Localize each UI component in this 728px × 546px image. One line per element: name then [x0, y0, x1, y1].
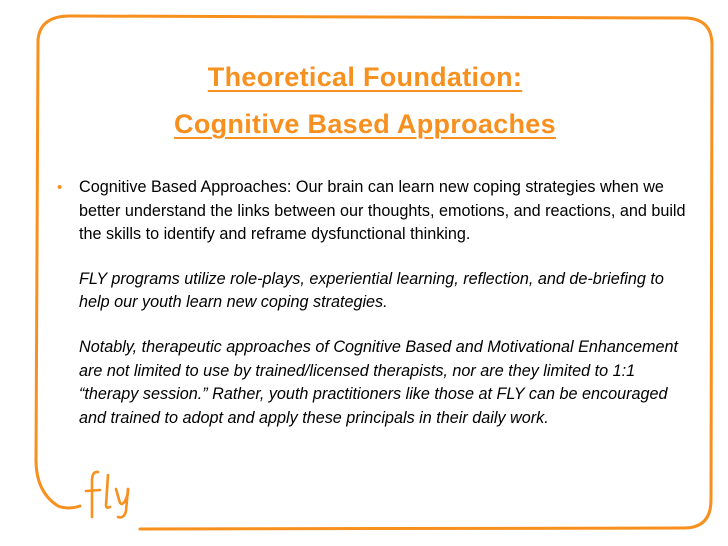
paragraph-notably-text: Notably, therapeutic approaches of Cognitive Based and Motivational Enhancement are not limited to use by trained/licensed therapists, nor are they limited to 1:1 “therapy session.” Rather, youth practitioners like those at FLY can be encouraged and trained to adopt and apply these principals in their daily work.: [79, 337, 679, 427]
fly-logo-icon: [84, 467, 144, 522]
title-line-1: Theoretical Foundation:: [207, 62, 523, 92]
paragraph-fly-programs-text: FLY programs utilize role-plays, experiential learning, reflection, and de-briefing to help our youth learn new coping strategies.: [79, 269, 664, 312]
paragraph-notably: [0, 336, 690, 430]
bullet-icon: •: [57, 179, 63, 196]
paragraph-fly-programs: [0, 268, 690, 315]
bullet-text: Cognitive Based Approaches: Our brain can learn new coping strategies when we better understand the links between our thoughts, emotions, and reactions, and build the skills to identify and reframe dysfunctional thinking.: [79, 178, 686, 244]
title-line-2: Cognitive Based Approaches: [174, 109, 556, 139]
bullet-paragraph: [0, 176, 690, 247]
slide-body: [0, 176, 690, 430]
